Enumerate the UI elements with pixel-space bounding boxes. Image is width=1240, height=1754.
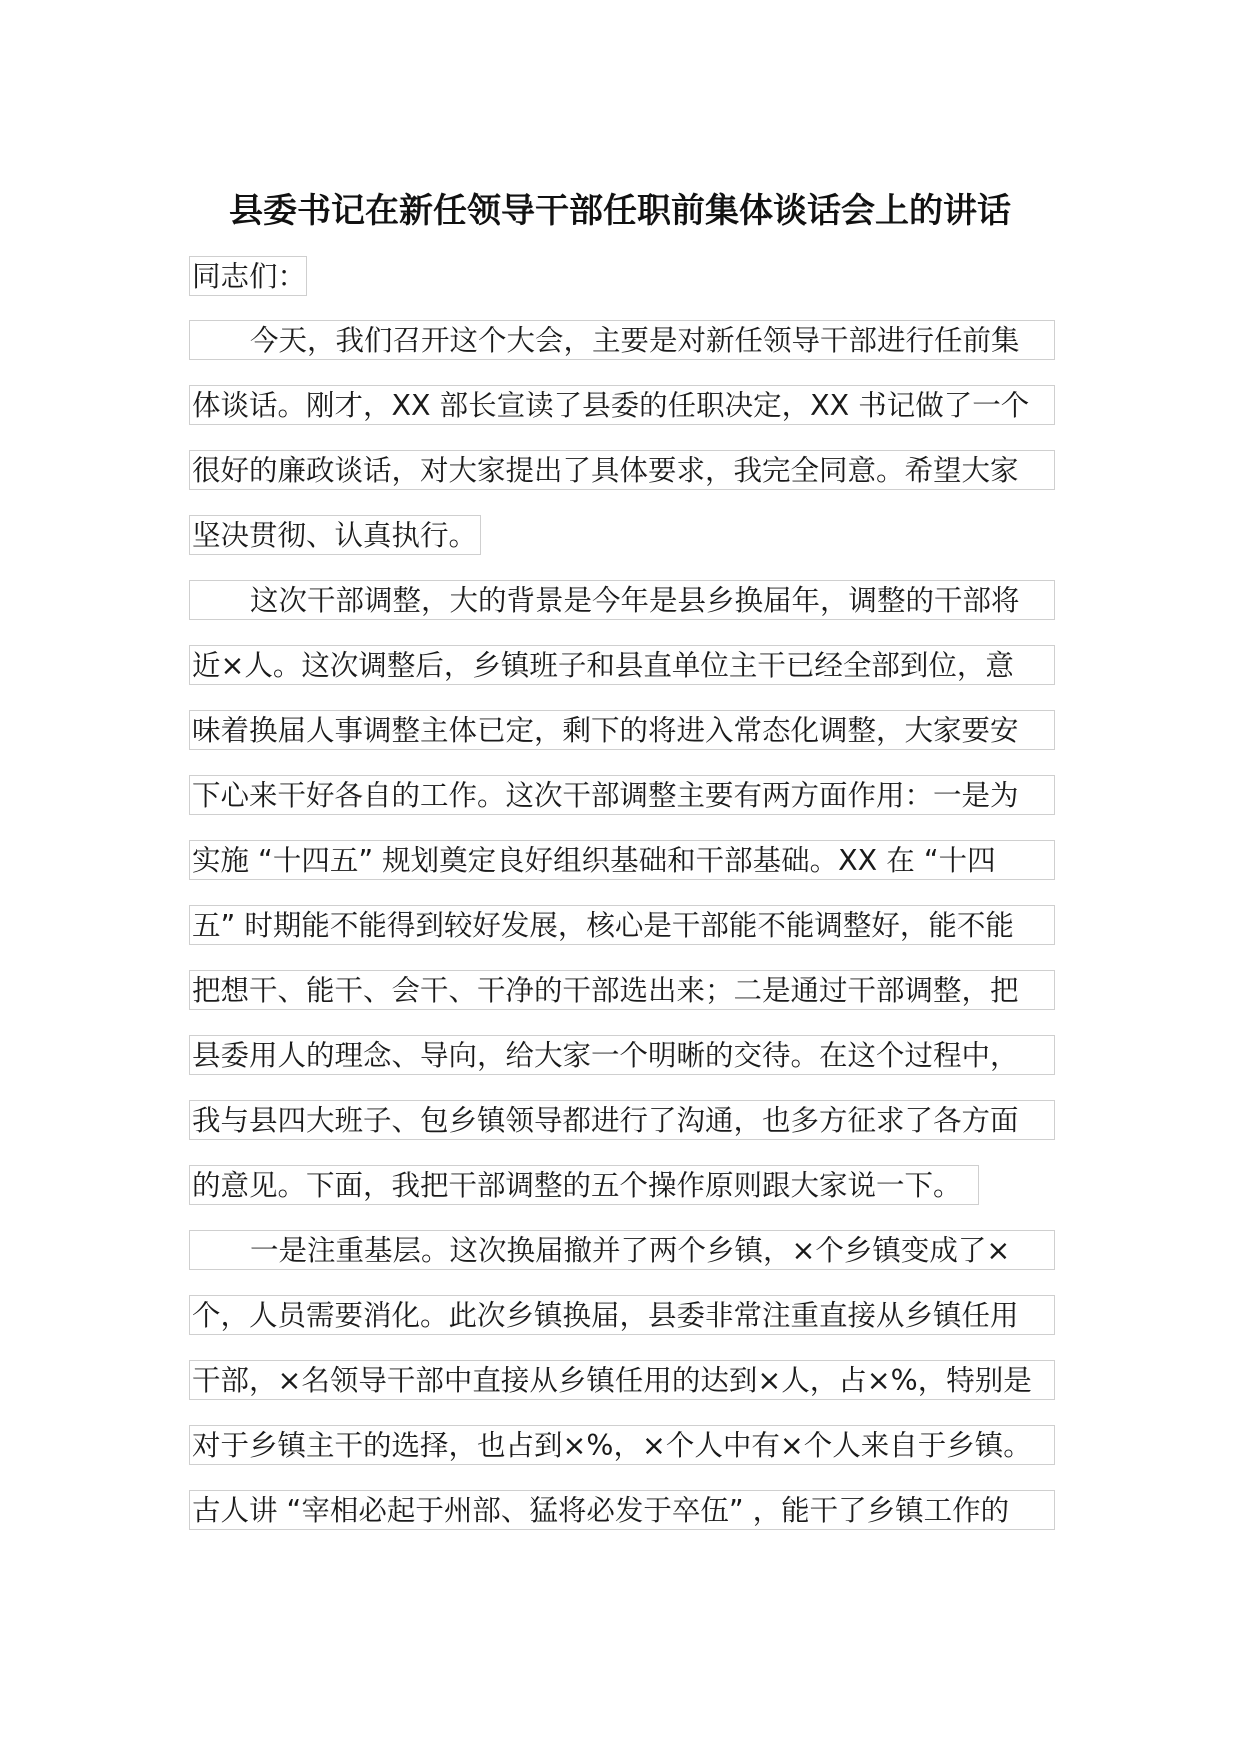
text-line: 实施 “十四五” 规划奠定良好组织基础和干部基础。XX 在 “十四 — [189, 840, 1055, 880]
text-line: 我与县四大班子、包乡镇领导都进行了沟通，也多方征求了各方面 — [189, 1100, 1055, 1140]
text-line: 一是注重基层。这次换届撤并了两个乡镇，×个乡镇变成了× — [189, 1230, 1055, 1270]
text-line: 个，人员需要消化。此次乡镇换届，县委非常注重直接从乡镇任用 — [189, 1295, 1055, 1335]
text-line-salutation: 同志们： — [189, 256, 307, 296]
text-line: 古人讲 “宰相必起于州部、猛将必发于卒伍” ，能干了乡镇工作的 — [189, 1490, 1055, 1530]
text-line: 近×人。这次调整后，乡镇班子和县直单位主干已经全部到位，意 — [189, 645, 1055, 685]
text-line: 体谈话。刚才，XX 部长宣读了县委的任职决定，XX 书记做了一个 — [189, 385, 1055, 425]
text-line: 县委用人的理念、导向，给大家一个明晰的交待。在这个过程中， — [189, 1035, 1055, 1075]
text-line: 味着换届人事调整主体已定，剩下的将进入常态化调整，大家要安 — [189, 710, 1055, 750]
text-line: 这次干部调整，大的背景是今年是县乡换届年，调整的干部将 — [189, 580, 1055, 620]
text-line: 的意见。下面，我把干部调整的五个操作原则跟大家说一下。 — [189, 1165, 979, 1205]
text-line: 对于乡镇主干的选择，也占到×%，×个人中有×个人来自于乡镇。 — [189, 1425, 1055, 1465]
text-line: 今天，我们召开这个大会，主要是对新任领导干部进行任前集 — [189, 320, 1055, 360]
text-line: 下心来干好各自的工作。这次干部调整主要有两方面作用：一是为 — [189, 775, 1055, 815]
text-line: 把想干、能干、会干、干净的干部选出来；二是通过干部调整，把 — [189, 970, 1055, 1010]
text-line: 干部，×名领导干部中直接从乡镇任用的达到×人，占×%，特别是 — [189, 1360, 1055, 1400]
text-line: 坚决贯彻、认真执行。 — [189, 515, 481, 555]
text-line: 五” 时期能不能得到较好发展，核心是干部能不能调整好，能不能 — [189, 905, 1055, 945]
text-line: 很好的廉政谈话，对大家提出了具体要求，我完全同意。希望大家 — [189, 450, 1055, 490]
document-title: 县委书记在新任领导干部任职前集体谈话会上的讲话 — [229, 191, 1011, 231]
